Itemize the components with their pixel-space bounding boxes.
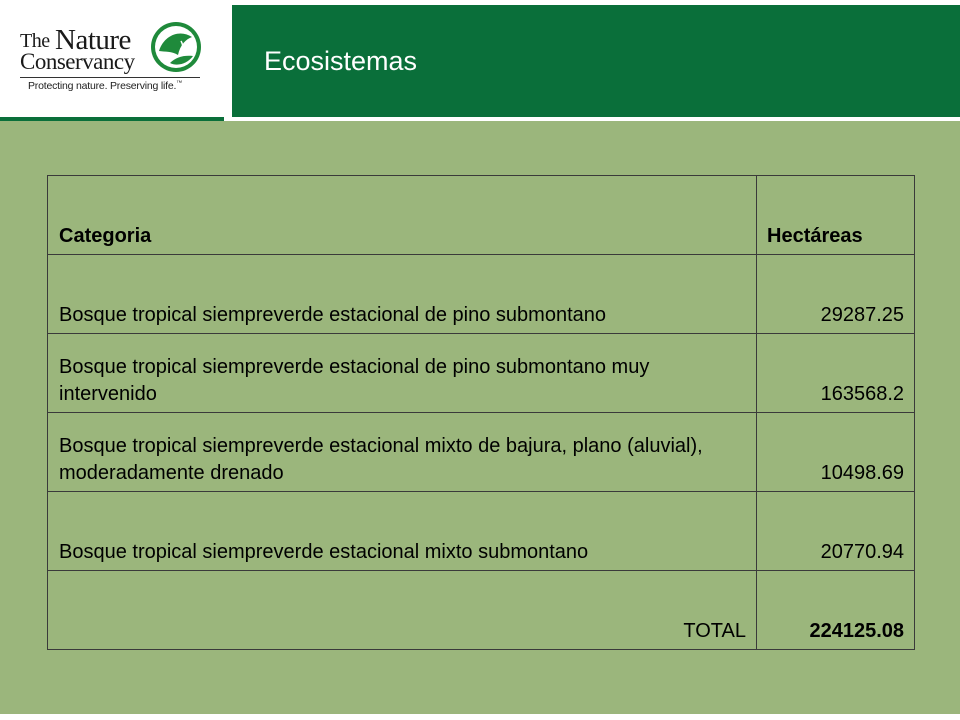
logo-divider xyxy=(20,77,200,78)
logo-word-nature: Nature xyxy=(55,24,131,56)
table-header-row xyxy=(48,176,915,255)
logo-tagline: Protecting nature. Preserving life.™ xyxy=(28,80,183,92)
cell-categoria: Bosque tropical siempreverde estacional mixto de bajura, plano (aluvial), moderadamente drenado xyxy=(48,413,757,492)
table-row xyxy=(48,334,915,413)
cell-categoria: Bosque tropical siempreverde estacional de pino submontano muy intervenido xyxy=(48,334,757,413)
logo-word-the: The xyxy=(20,30,50,52)
total-value: 224125.08 xyxy=(757,571,915,650)
table-row xyxy=(48,255,915,334)
total-label: TOTAL xyxy=(48,571,757,650)
cell-categoria: Bosque tropical siempreverde estacional de pino submontano xyxy=(48,255,757,334)
header-categoria: Categoria xyxy=(48,176,757,255)
globe-leaf-icon xyxy=(150,21,202,73)
cell-hectareas: 10498.69 xyxy=(757,413,915,492)
cell-hectareas: 29287.25 xyxy=(757,255,915,334)
ecosystems-table xyxy=(47,175,915,650)
footer-strip xyxy=(0,714,960,720)
slide-title: Ecosistemas xyxy=(264,46,418,76)
logo-word-conservancy: Conservancy xyxy=(20,49,135,74)
cell-categoria: Bosque tropical siempreverde estacional mixto submontano xyxy=(48,492,757,571)
cell-hectareas: 163568.2 xyxy=(757,334,915,413)
header-hectareas: Hectáreas xyxy=(757,176,915,255)
cell-hectareas: 20770.94 xyxy=(757,492,915,571)
logo-panel xyxy=(0,0,224,117)
table-total-row xyxy=(48,571,915,650)
table-row xyxy=(48,413,915,492)
table-row xyxy=(48,492,915,571)
